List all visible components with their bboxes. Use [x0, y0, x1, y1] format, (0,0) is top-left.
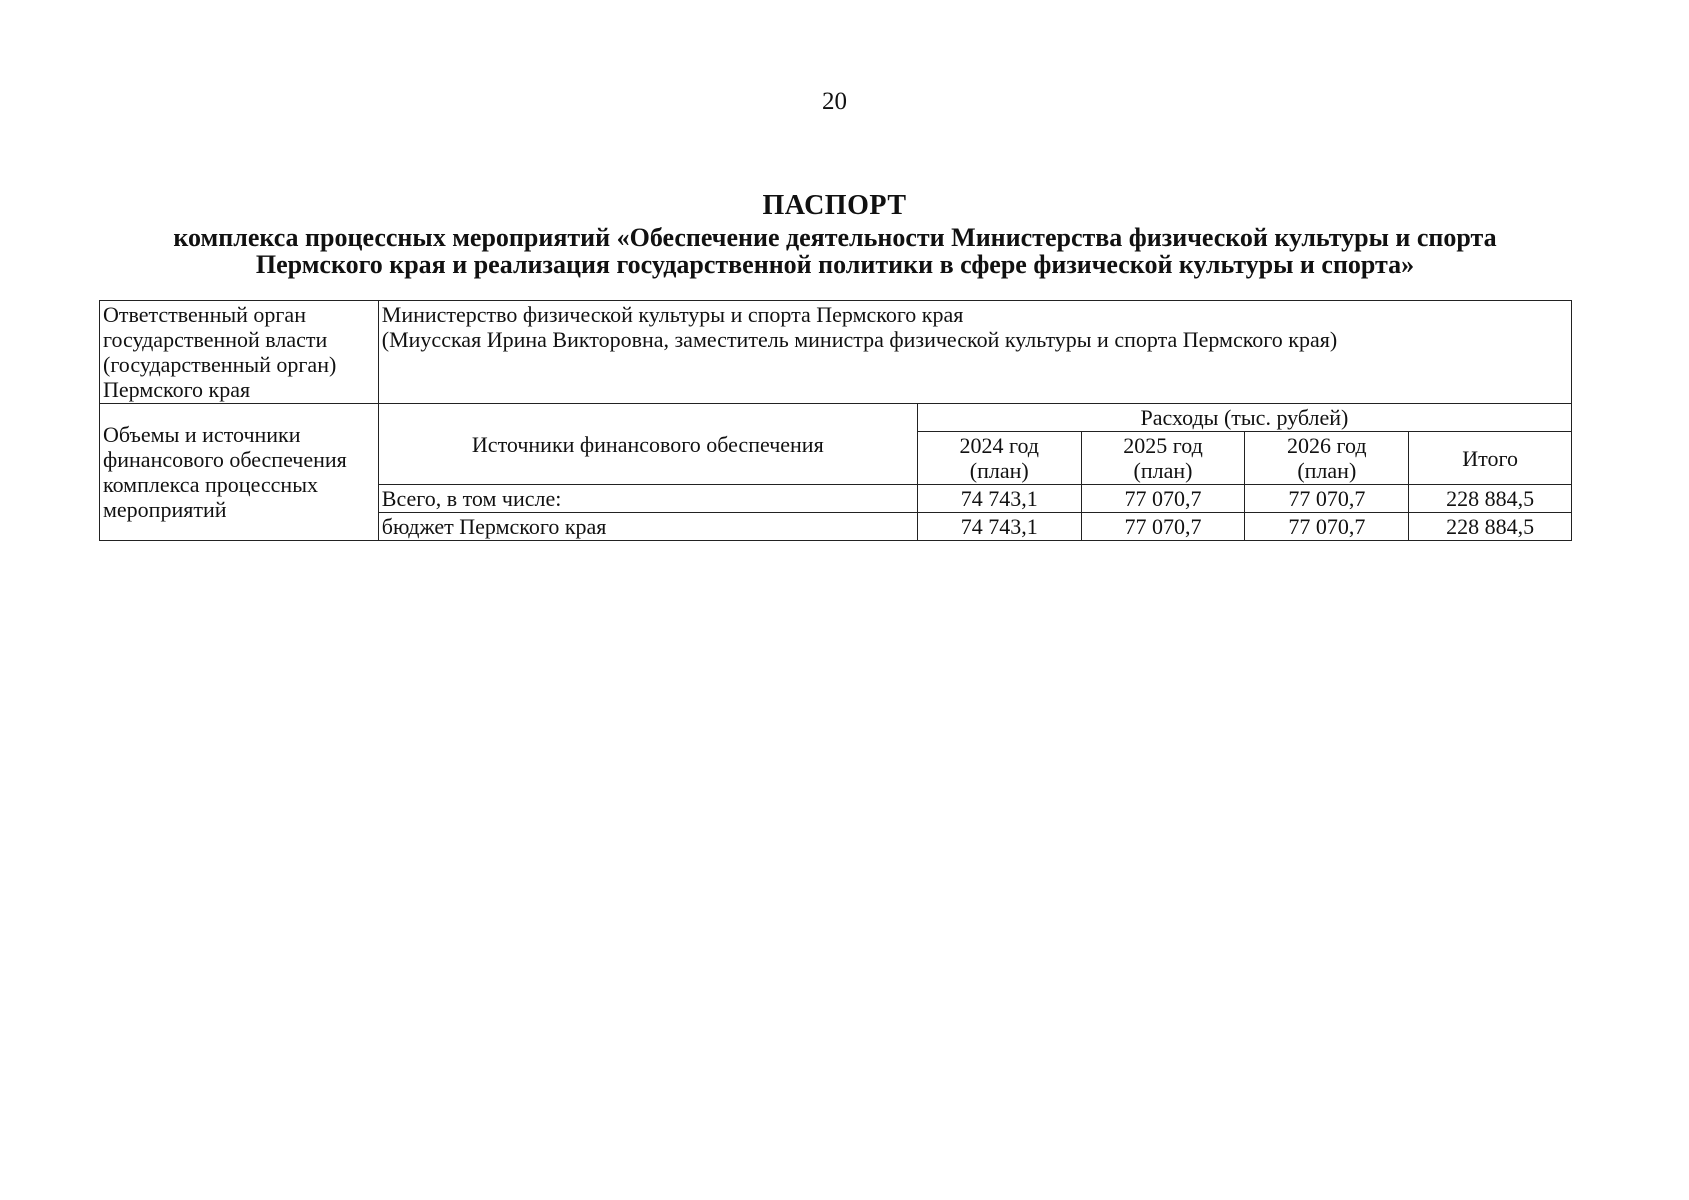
value-cell-2026: 77 070,7 — [1245, 485, 1409, 513]
page-number: 20 — [822, 88, 847, 115]
subtitle-line-1: комплекса процессных мероприятий «Обеспечение деятельности Министерства физической культуры и спорта — [173, 223, 1497, 252]
document-subtitle — [100, 224, 1570, 278]
passport-table — [99, 300, 1572, 541]
column-note: (план) — [1297, 458, 1357, 483]
sources-header: Источники финансового обеспечения — [378, 404, 917, 485]
financing-label: Объемы и источники финансового обеспечения комплекса процессных мероприятий — [100, 404, 379, 541]
responsible-value — [378, 301, 1571, 404]
column-note: (план) — [1133, 458, 1193, 483]
value-cell-2024: 74 743,1 — [917, 485, 1081, 513]
value-cell-total: 228 884,5 — [1409, 513, 1572, 541]
responsible-label: Ответственный орган государственной власти (государственный орган) Пермского края — [100, 301, 379, 404]
document-title: ПАСПОРТ — [762, 190, 907, 221]
column-note: (план) — [969, 458, 1029, 483]
column-header-2026 — [1245, 432, 1409, 485]
value-cell-2025: 77 070,7 — [1081, 485, 1245, 513]
value-cell-2025: 77 070,7 — [1081, 513, 1245, 541]
source-cell: Всего, в том числе: — [378, 485, 917, 513]
responsible-person: (Миусская Ирина Викторовна, заместитель министра физической культуры и спорта Пермского края) — [381, 327, 1338, 352]
source-cell: бюджет Пермского края — [378, 513, 917, 541]
value-cell-2026: 77 070,7 — [1245, 513, 1409, 541]
column-year: 2024 год — [959, 433, 1040, 458]
expenses-header: Расходы (тыс. рублей) — [917, 404, 1571, 432]
column-year: 2025 год — [1123, 433, 1203, 458]
responsible-ministry: Министерство физической культуры и спорта Пермского края — [381, 302, 964, 327]
value-cell-2024: 74 743,1 — [917, 513, 1081, 541]
column-header-total: Итого — [1409, 432, 1572, 485]
financing-header-row-1 — [100, 404, 1572, 432]
subtitle-line-2: Пермского края и реализация государственной политики в сфере физической культуры и спорта» — [255, 250, 1415, 279]
column-header-2024 — [917, 432, 1081, 485]
column-year: 2026 год — [1287, 433, 1367, 458]
column-header-2025 — [1081, 432, 1245, 485]
responsible-row — [100, 301, 1572, 404]
value-cell-total: 228 884,5 — [1409, 485, 1572, 513]
